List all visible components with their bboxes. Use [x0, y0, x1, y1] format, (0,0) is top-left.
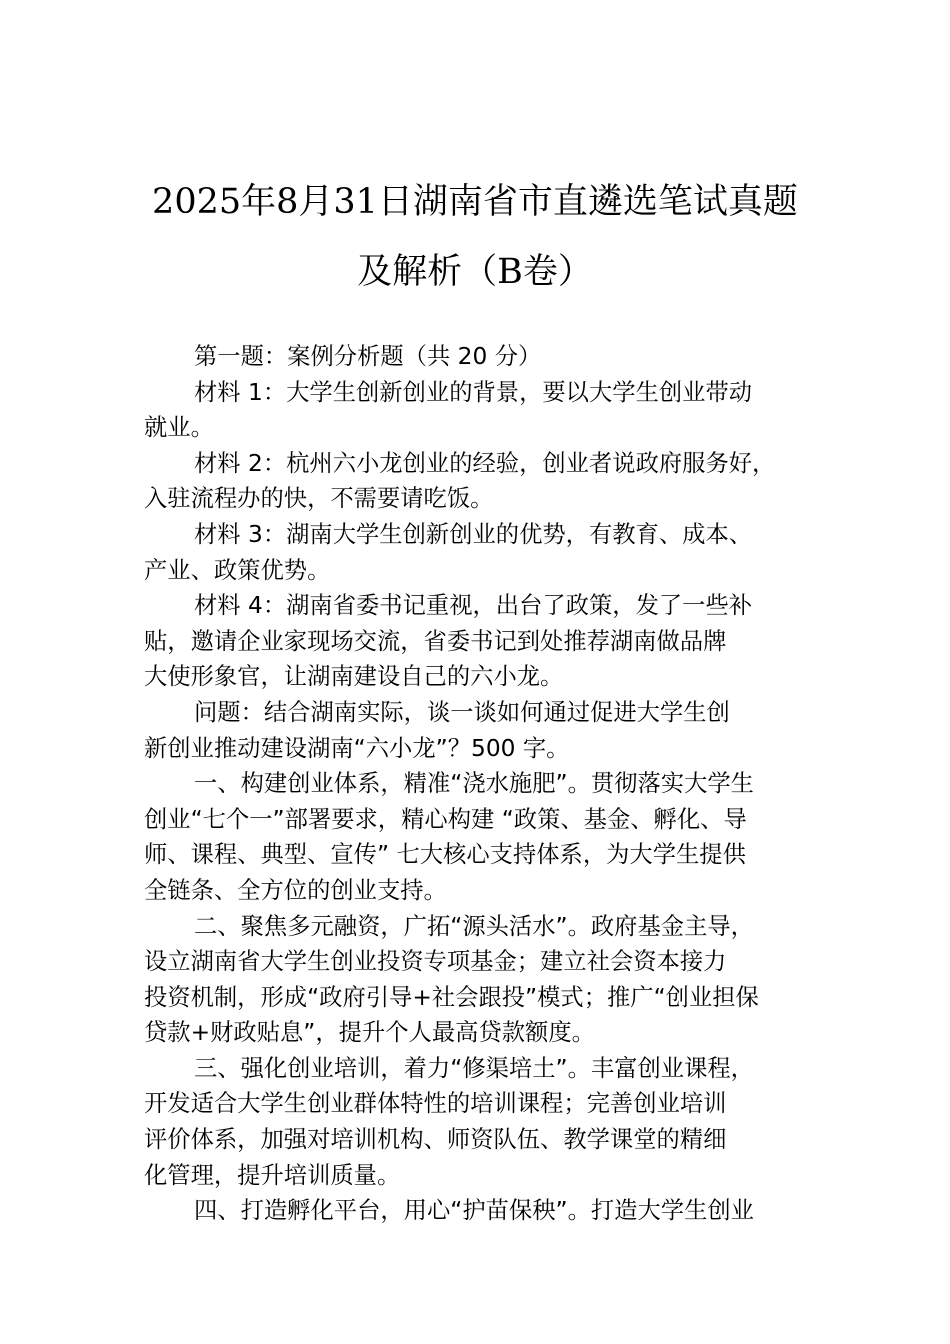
paragraph-line: 化管理，提升培训质量。 [144, 1161, 401, 1189]
answer-point-2: 二、聚焦多元融资，广拓“源头活水”。政府基金主导， [194, 912, 754, 940]
paragraph-line: 贴，邀请企业家现场交流，省委书记到处推荐湖南做品牌 [144, 627, 727, 655]
question-line: 问题：结合湖南实际，谈一谈如何通过促进大学生创 [194, 698, 730, 726]
answer-point-1: 一、构建创业体系，精准“浇水施肥”。贯彻落实大学生 [194, 770, 754, 798]
document-body [144, 339, 834, 1229]
paragraph-line: 师、课程、典型、宣传” 七大核心支持体系，为大学生提供 [144, 841, 746, 869]
document-title-line-1: 2025年8月31日湖南省市直遴选笔试真题 [152, 182, 798, 222]
paragraph-line: 产业、政策优势。 [144, 556, 331, 584]
answer-point-3: 三、强化创业培训，着力“修渠培土”。丰富创业课程， [194, 1054, 754, 1082]
paragraph-line: 材料 1：大学生创新创业的背景，要以大学生创业带动 [194, 378, 753, 406]
paragraph-line: 创业“七个一”部署要求，精心构建 “政策、基金、孵化、导 [144, 805, 747, 833]
paragraph-line: 投资机制，形成“政府引导+社会跟投”模式；推广“创业担保 [144, 983, 759, 1011]
paragraph-line: 入驻流程办的快，不需要请吃饭。 [144, 485, 494, 513]
paragraph-line: 开发适合大学生创业群体特性的培训课程；完善创业培训 [144, 1090, 727, 1118]
paragraph-line: 就业。 [144, 414, 214, 442]
answer-point-4: 四、打造孵化平台，用心“护苗保秧”。打造大学生创业 [194, 1197, 754, 1225]
paragraph-line: 全链条、全方位的创业支持。 [144, 876, 447, 904]
paragraph-line: 设立湖南省大学生创业投资专项基金；建立社会资本接力 [144, 948, 727, 976]
paragraph-line: 材料 4：湖南省委书记重视，出台了政策，发了一些补 [194, 592, 753, 620]
paragraph-line: 评价体系，加强对培训机构、师资队伍、教学课堂的精细 [144, 1126, 727, 1154]
paragraph-line: 材料 2：杭州六小龙创业的经验，创业者说政府服务好， [194, 449, 776, 477]
section-heading-question-1: 第一题：案例分析题（共 20 分） [194, 343, 542, 370]
paragraph-line: 贷款+财政贴息”，提升个人最高贷款额度。 [144, 1019, 595, 1047]
paragraph-line: 大使形象官，让湖南建设自己的六小龙。 [144, 663, 564, 691]
document-title-line-2: 及解析（B卷） [357, 252, 593, 292]
question-line: 新创业推动建设湖南“六小龙”？500 字。 [144, 734, 570, 762]
paragraph-line: 材料 3：湖南大学生创新创业的优势，有教育、成本、 [194, 520, 753, 548]
